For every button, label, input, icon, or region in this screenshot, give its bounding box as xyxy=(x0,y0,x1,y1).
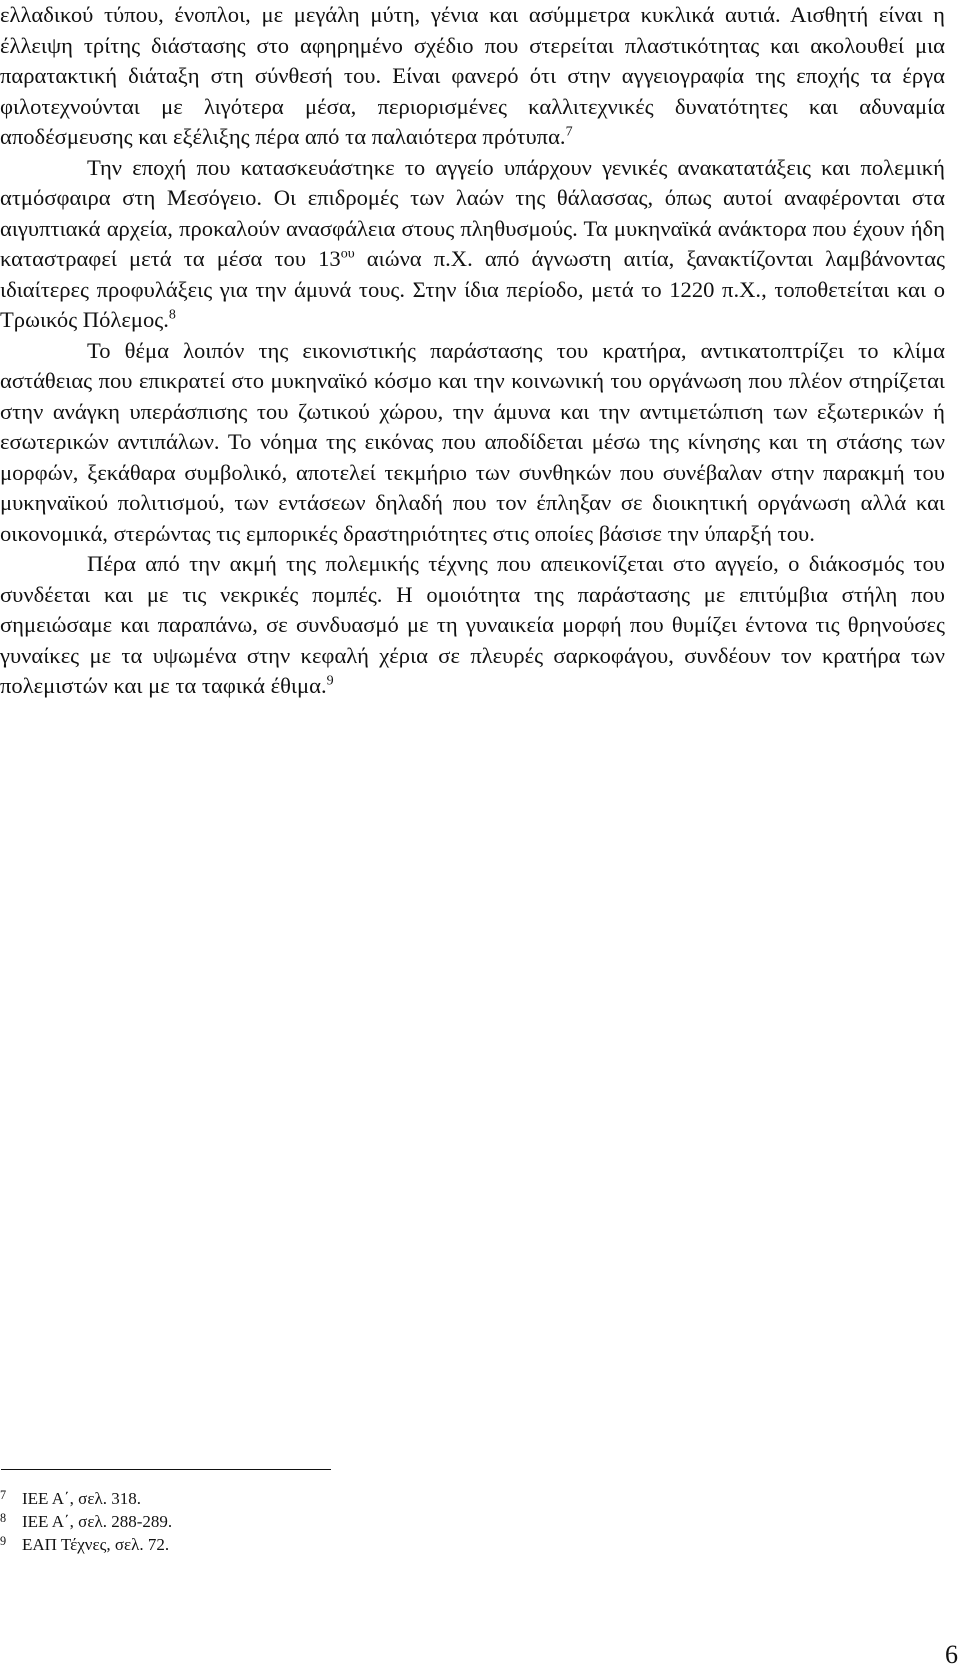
paragraph-text: Το θέμα λοιπόν της εικονιστικής παράστασης του κρατήρα, αντικατοπτρίζει το κλίμα αστάθειας που επικρατεί στο μυκηναϊκό κόσμο και την κοινωνική του οργάνωση που πλέον στηρίζεται στην ανάγκη υπεράσπισης του ζωτικού χώρου, την άμυνα και την αντιμετώπιση των εξωτερικών ή εσωτερικών αντιπάλων. Το νόημα της εικόνας που αποδίδεται μέσω της κίνησης και τη στάσης των μορφών, ξεκάθαρα συμβολικό, αποτελεί τεκμήριο των συνθηκών που συνέβαλαν στην παρακμή του μυκηναϊκού πολιτισμού, των εντάσεων δηλαδή που τον έπληξαν σε διοικητική οργάνωση αλλά και οικονομικά, στερώντας τις εμπορικές δραστηριότητες στις οποίες βάσισε την ύπαρξή του. xyxy=(0,337,945,546)
paragraph-3 xyxy=(0,336,945,550)
paragraph-text: Την εποχή που κατασκευάστηκε το αγγείο υπάρχουν γενικές ανακατατάξεις και πολεμική ατμόσφαιρα στη Μεσόγειο. Οι επιδρομές των λαών της θάλασσας, όπως αυτοί αναφέρονται στα αιγυπτιακά αρχεία, προκαλούν ανασφάλεια στους πληθυσμούς. Τα μυκηναϊκά ανάκτορα που έχουν ήδη καταστραφεί μετά τα μέσα του 13 xyxy=(0,154,945,271)
document-body xyxy=(0,0,945,702)
footnote-8: 8 ΙΕΕ Α΄, σελ. 288-289. xyxy=(0,1510,173,1531)
footnote-text: ΙΕΕ Α΄, σελ. 288-289. xyxy=(22,1512,173,1531)
footnote-reference: 9 xyxy=(326,673,334,689)
footnote-7: 7 ΙΕΕ Α΄, σελ. 318. xyxy=(0,1487,141,1508)
paragraph-1 xyxy=(0,0,945,153)
paragraph-2 xyxy=(0,153,945,336)
footnote-reference: ου xyxy=(340,246,355,262)
footnote-9: 9 ΕΑΠ Τέχνες, σελ. 72. xyxy=(0,1533,170,1554)
footnote-reference: 7 xyxy=(565,124,573,140)
paragraph-text: ελλαδικού τύπου, ένοπλοι, με μεγάλη μύτη, γένια και ασύμμετρα κυκλικά αυτιά. Αισθητή είναι η έλλειψη τρίτης διάστασης στο αφηρημένο σχέδιο που στερείται πλαστικότητας και ακολουθεί μια παρατακτική διάταξη στη σύνθεσή του. Είναι φανερό ότι στην αγγειογραφία της εποχής τα έργα φιλοτεχνούνται με λιγότερα μέσα, περιορισμένες καλλιτεχνικές δυνατότητες και αδυναμία αποδέσμευσης και εξέλιξης πέρα από τα παλαιότερα πρότυπα. xyxy=(0,2,945,149)
footnote-separator xyxy=(1,1469,331,1470)
page-number: 6 xyxy=(945,1640,958,1669)
footnote-text: ΙΕΕ Α΄, σελ. 318. xyxy=(22,1489,141,1508)
footnotes xyxy=(0,1487,700,1556)
paragraph-text: Πέρα από την ακμή της πολεμικής τέχνης που απεικονίζεται στο αγγείο, ο διάκοσμός του συνδέεται και με τις νεκρικές πομπές. Η ομοιότητα της παράστασης με επιτύμβια στήλη που σημειώσαμε και παραπάνω, σε συνδυασμό με τη γυναικεία μορφή που θυμίζει έντονα τις θρηνούσες γυναίκες με τα υψωμένα στην κεφαλή χέρια σε πλευρές σαρκοφάγου, συνδέουν τον κρατήρα των πολεμιστών και με τα ταφικά έθιμα. xyxy=(0,551,945,698)
paragraph-4 xyxy=(0,549,945,702)
footnote-reference: 8 xyxy=(168,307,176,323)
paragraph-text: αιώνα π.Χ. από άγνωστη αιτία, ξανακτίζονται λαμβάνοντας ιδιαίτερες προφυλάξεις για την άμυνά τους. Στην ίδια περίοδο, μετά το 1220 π.Χ., τοποθετείται και ο Τρωικός Πόλεμος. xyxy=(0,246,945,332)
footnote-text: ΕΑΠ Τέχνες, σελ. 72. xyxy=(22,1535,170,1554)
